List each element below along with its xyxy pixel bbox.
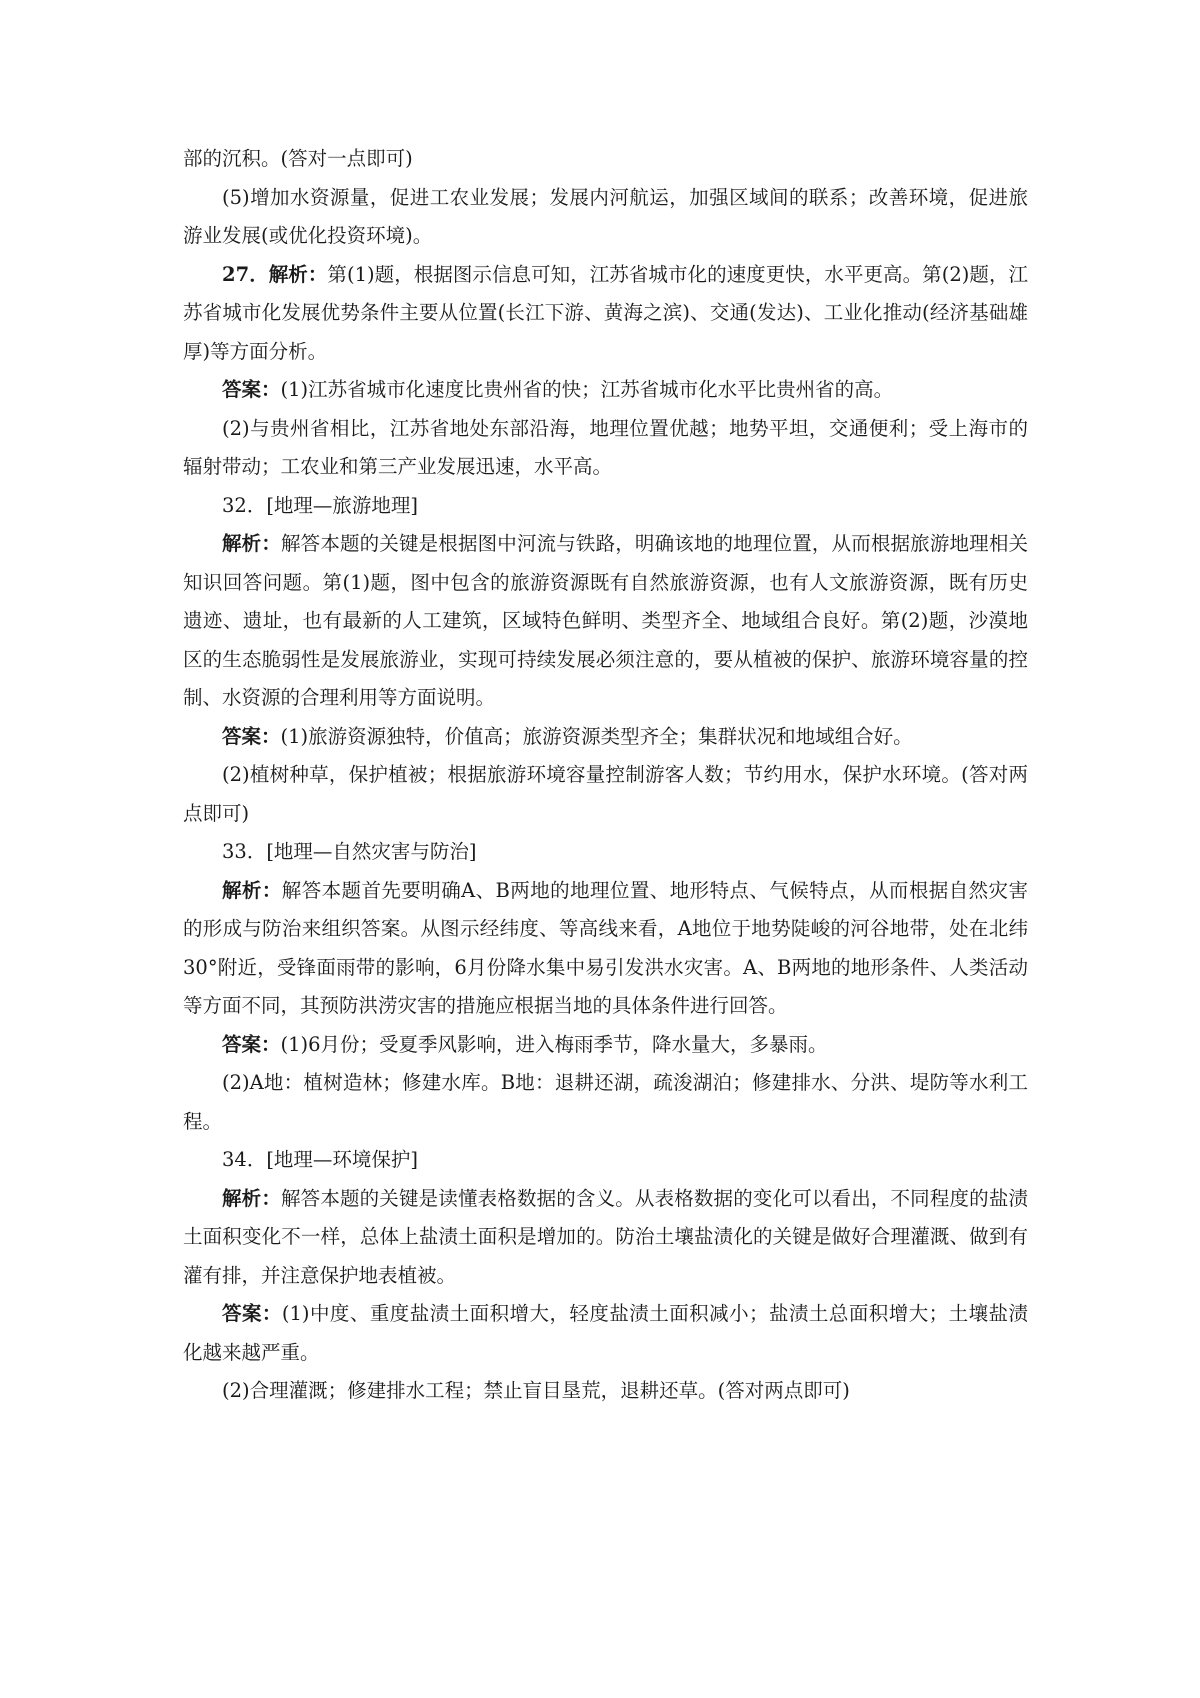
document-body [183, 140, 1028, 1411]
paragraph-text: 第(1)题，根据图示信息可知，江苏省城市化的速度更快，水平更高。第(2)题，江苏省城市化发展优势条件主要从位置(长江下游、黄海之滨)、交通(发达)、工业化推动(经济基础雄厚)等方面分析。 [183, 262, 1029, 363]
paragraph-q34-analysis [183, 1180, 1028, 1296]
paragraph-label: 解析： [222, 1186, 281, 1210]
paragraph-q34-answer-1 [183, 1295, 1028, 1372]
paragraph-q34-answer-2 [183, 1372, 1028, 1411]
paragraph-answer-5 [183, 179, 1028, 256]
heading-text: 34．[地理—环境保护] [222, 1148, 419, 1171]
paragraph-q33-answer-1 [183, 1026, 1028, 1065]
heading-q34 [183, 1141, 1028, 1180]
paragraph-label: 答案： [222, 1302, 282, 1325]
paragraph-sediment-continuation [183, 140, 1028, 179]
paragraph-q32-answer-1 [183, 718, 1028, 757]
paragraph-text: (2)A地：植树造林；修建水库。B地：退耕还湖，疏浚湖泊；修建排水、分洪、堤防等水利工程。 [183, 1071, 1028, 1133]
heading-text: 33．[地理—自然灾害与防治] [222, 840, 477, 863]
paragraph-q32-analysis [183, 525, 1028, 718]
paragraph-text: (2)植树种草，保护植被；根据旅游环境容量控制游客人数；节约用水，保护水环境。(答对两点即可) [183, 763, 1028, 825]
paragraph-label: 27．解析： [222, 262, 328, 286]
paragraph-q27-answer-2 [183, 410, 1028, 487]
paragraph-label: 答案： [222, 378, 281, 401]
paragraph-text: (1)6月份；受夏季风影响，进入梅雨季节，降水量大，多暴雨。 [280, 1032, 828, 1056]
paragraph-text: 解答本题的关键是根据图中河流与铁路，明确该地的地理位置，从而根据旅游地理相关知识回答问题。第(1)题，图中包含的旅游资源既有自然旅游资源，也有人文旅游资源，既有历史遗迹、遗址，也有最新的人工建筑，区域特色鲜明、类型齐全、地域组合良好。第(2)题，沙漠地区的生态脆弱性是发展旅游业，实现可持续发展必须注意的，要从植被的保护、旅游环境容量的控制、水资源的合理利用等方面说明。 [183, 532, 1028, 709]
paragraph-label: 答案： [222, 724, 281, 748]
paragraph-text: 解答本题首先要明确A、B两地的地理位置、地形特点、气候特点，从而根据自然灾害的形成与防治来组织答案。从图示经纬度、等高线来看，A地位于地势陡峻的河谷地带，处在北纬30°附近，受锋面雨带的影响，6月份降水集中易引发洪水灾害。A、B两地的地形条件、人类活动等方面不同，其预防洪涝灾害的措施应根据当地的具体条件进行回答。 [183, 878, 1028, 1017]
paragraph-label: 答案： [222, 1032, 281, 1056]
paragraph-q33-answer-2 [183, 1064, 1028, 1141]
paragraph-q27-answer-1 [183, 371, 1028, 410]
paragraph-text: (5)增加水资源量，促进工农业发展；发展内河航运，加强区域间的联系；改善环境，促进旅游业发展(或优化投资环境)。 [183, 185, 1028, 247]
paragraph-text: 部的沉积。(答对一点即可) [183, 147, 413, 170]
paragraph-label: 解析： [222, 532, 281, 555]
paragraph-text: (2)合理灌溉；修建排水工程；禁止盲目垦荒，退耕还草。(答对两点即可) [222, 1379, 850, 1402]
paragraph-text: (2)与贵州省相比，江苏省地处东部沿海，地理位置优越；地势平坦，交通便利；受上海市的辐射带动；工农业和第三产业发展迅速，水平高。 [183, 416, 1028, 478]
paragraph-text: (1)旅游资源独特，价值高；旅游资源类型齐全；集群状况和地域组合好。 [280, 724, 913, 748]
paragraph-q32-answer-2 [183, 756, 1028, 833]
paragraph-label: 解析： [222, 878, 282, 902]
heading-q33 [183, 833, 1028, 872]
paragraph-text: 解答本题的关键是读懂表格数据的含义。从表格数据的变化可以看出，不同程度的盐渍土面积变化不一样，总体上盐渍土面积是增加的。防治土壤盐渍化的关键是做好合理灌溉、做到有灌有排，并注意保护地表植被。 [183, 1186, 1028, 1287]
paragraph-text: (1)江苏省城市化速度比贵州省的快；江苏省城市化水平比贵州省的高。 [280, 378, 894, 401]
paragraph-q27-analysis [183, 256, 1028, 372]
heading-q32 [183, 487, 1028, 526]
paragraph-text: (1)中度、重度盐渍土面积增大，轻度盐渍土面积减小；盐渍土总面积增大；土壤盐渍化越来越严重。 [183, 1302, 1028, 1364]
paragraph-q33-analysis [183, 872, 1028, 1026]
heading-text: 32．[地理—旅游地理] [222, 493, 419, 517]
